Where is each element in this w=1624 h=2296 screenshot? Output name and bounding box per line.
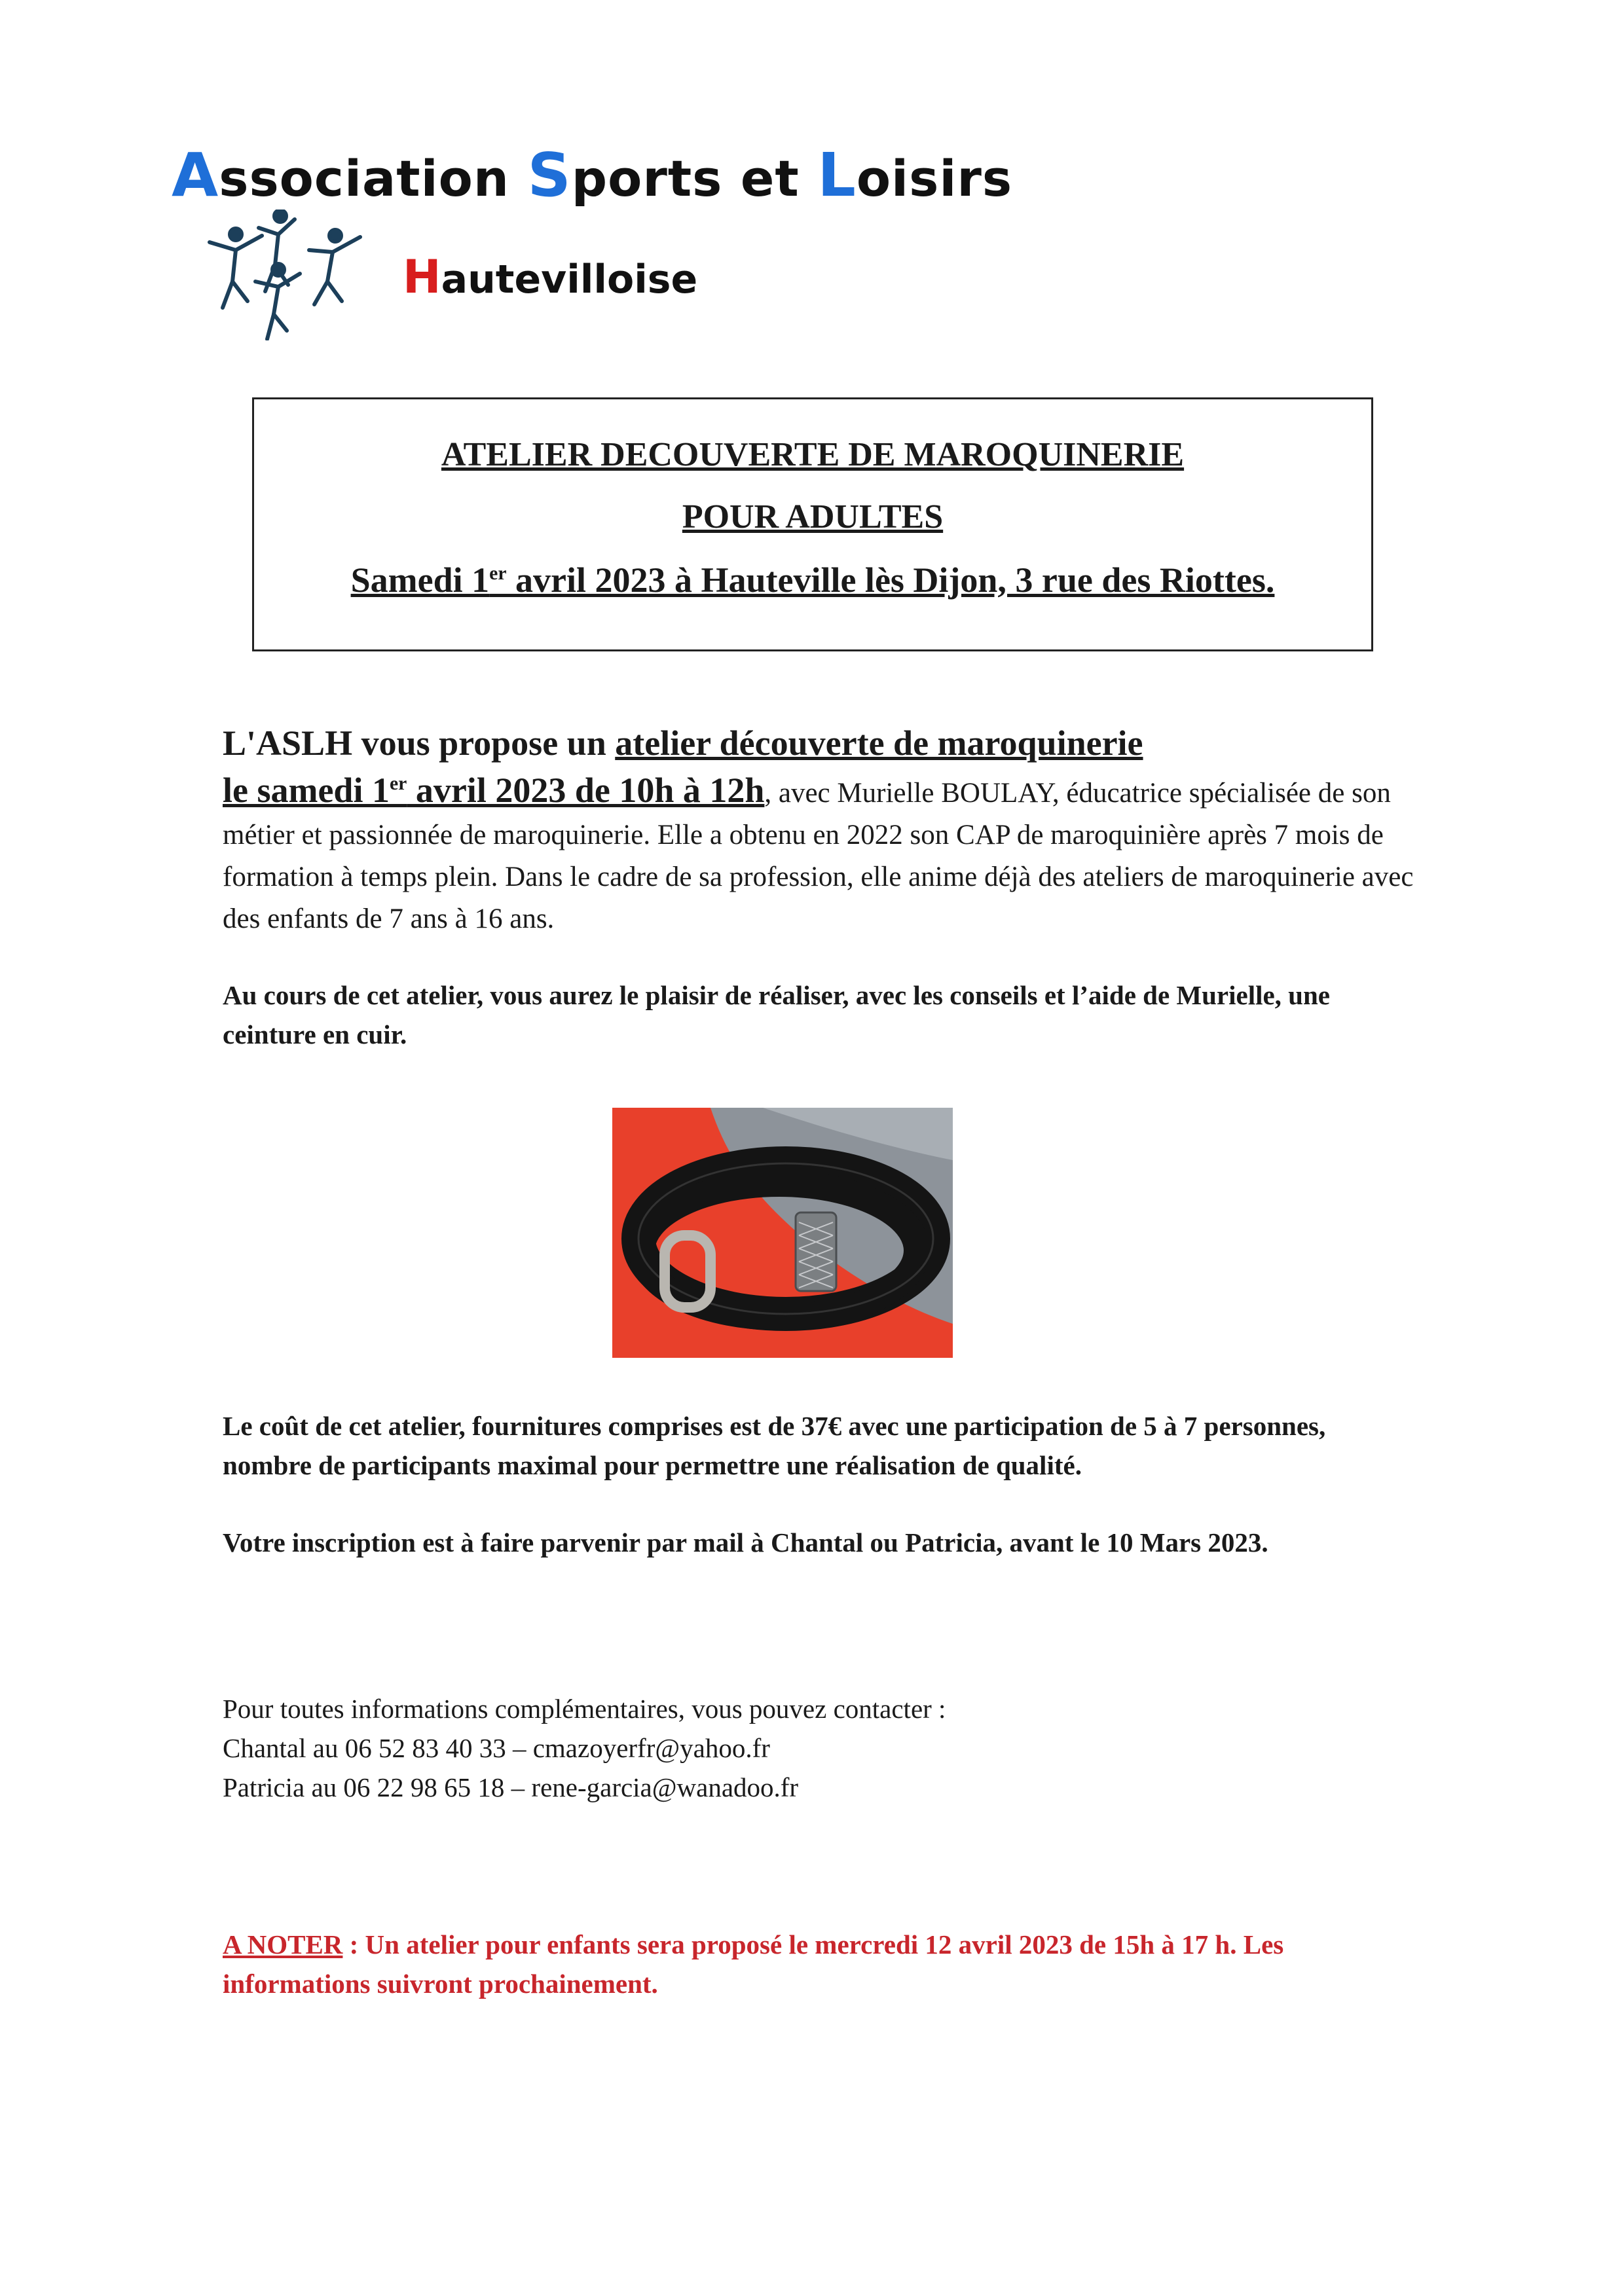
intro-date-suffix: avril 2023 de 10h à 12h (407, 771, 765, 810)
contact-intro: Pour toutes informations complémentaires, vous pouvez contacter : (223, 1694, 946, 1724)
title-line-1: ATELIER DECOUVERTE DE MAROQUINERIE (441, 436, 1185, 473)
intro-lead: L'ASLH vous propose un (223, 723, 616, 763)
activity-paragraph: Au cours de cet atelier, vous aurez le plaisir de réaliser, avec les conseils et l’aide de Murielle, une ceinture en cuir. (223, 980, 1330, 1049)
logo-subtitle (403, 250, 698, 304)
title-box (252, 397, 1373, 651)
logo-word-association: ssociation (219, 149, 509, 208)
title-line-3 (254, 560, 1371, 600)
intro-paragraph (223, 717, 1414, 940)
contact-chantal: Chantal au 06 52 83 40 33 – cmazoyerfr@yahoo.fr (223, 1733, 770, 1763)
title-date-prefix: Samedi 1 (350, 560, 490, 600)
intro-date-sup: er (389, 773, 407, 794)
logo-title (172, 140, 1013, 210)
intro-heading (223, 717, 1414, 769)
cost-paragraph: Le coût de cet atelier, fournitures comprises est de 37€ avec une participation de 5 à 7 personnes, nombre de participants maximal pour permettre une réalisation de qualité. (223, 1411, 1326, 1480)
note-paragraph (223, 1925, 1414, 2003)
jumping-people-icon (196, 210, 373, 340)
logo-letter-h: H (403, 250, 441, 304)
logo-word-loisirs: oisirs (856, 149, 1013, 208)
intro-body: , avec Murielle BOULAY, éducatrice spécialisée de son métier et passionnée de maroquinerie. Elle a obtenu en 2022 son CAP de maroquinière après 7 mois de formation à temps plein. Dans le cadre de sa profession, elle anime déjà des ateliers de maroquinerie avec des enfants de 7 ans à 16 ans. (223, 778, 1414, 934)
contact-patricia: Patricia au 06 22 98 65 18 – rene-garcia@wanadoo.fr (223, 1772, 799, 1802)
note-label: A NOTER (223, 1929, 343, 1959)
logo-letter-a: A (172, 140, 219, 210)
logo-letter-l: L (817, 140, 857, 210)
title-line-2: POUR ADULTES (682, 498, 944, 536)
title-date-suffix: avril 2023 à Hauteville lès Dijon, 3 rue des Riottes. (506, 560, 1275, 600)
logo-word-hautevilloise: autevilloise (441, 257, 698, 302)
intro-date (223, 771, 764, 810)
logo-word-et: et (740, 149, 800, 208)
intro-date-prefix: le samedi 1 (223, 771, 390, 810)
logo-word-sports: ports (571, 149, 723, 208)
intro-lead-underlined: atelier découverte de maroquinerie (615, 723, 1143, 763)
signup-paragraph: Votre inscription est à faire parvenir par mail à Chantal ou Patricia, avant le 10 Mars 2023. (223, 1527, 1268, 1558)
title-date-sup: er (489, 563, 507, 584)
logo-letter-s: S (527, 140, 572, 210)
leather-belt-icon (612, 1108, 953, 1358)
contact-block (223, 1689, 1401, 1807)
note-text: : Un atelier pour enfants sera proposé le mercredi 12 avril 2023 de 15h à 17 h. Les informations suivront prochainement. (223, 1929, 1284, 1999)
